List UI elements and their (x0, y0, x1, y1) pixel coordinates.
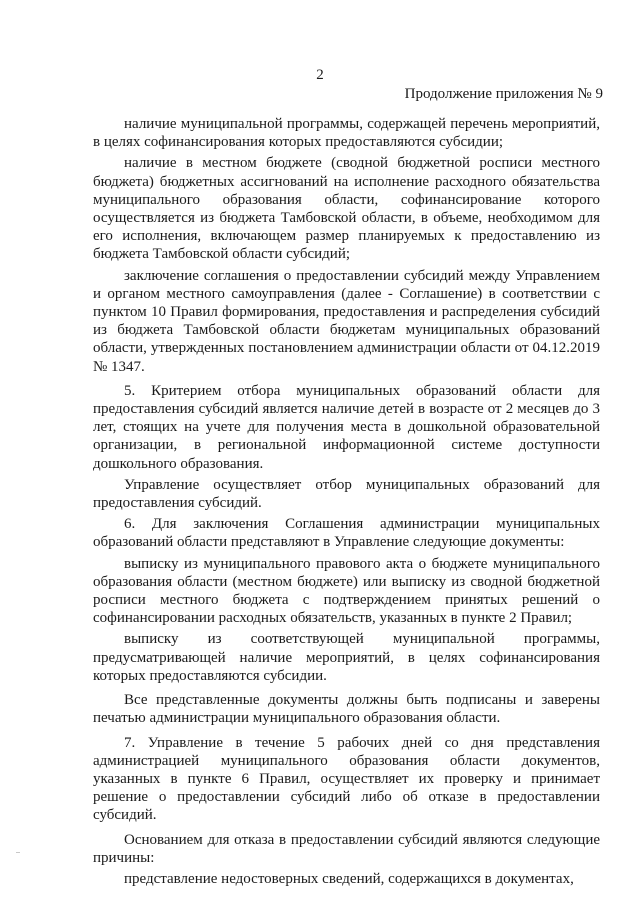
paragraph-selection: Управление осуществляет отбор муниципальных образований для предоставления субсидий. (93, 476, 600, 512)
paragraph-item-6-documents: 6. Для заключения Соглашения администрации муниципальных образований области представляют в Управление следующие документы: (93, 516, 600, 551)
paragraph-program-extract: выписку из соответствующей муниципальной программы, предусматривающей наличие мероприятий, в целях софинансирования которых предоставляются субсидии. (93, 631, 600, 684)
scan-margin-mark (16, 852, 20, 853)
paragraph-agreement-condition: заключение соглашения о предоставлении субсидий между Управлением и органом местного самоуправления (далее - Соглашение) в соответствии с пунктом 10 Правил формирования, предоставления и распределения субсидий из бюджета Тамбовской области бюджетам муниципальных образований области, утвержденных постановлением администрации области от 04.12.2019 № 1347. (93, 267, 600, 375)
paragraph-signature-requirement: Все представленные документы должны быть подписаны и заверены печатью администрации муниципального образования области. (93, 692, 600, 727)
paragraph-budget-condition: наличие в местном бюджете (сводной бюджетной росписи местного бюджета) бюджетных ассигнований на исполнение расходного обязательства муниципального образования области, софинансирование которого осуществляется из бюджета Тамбовской области, в объеме, необходимом для его исполнения, включающем размер планируемых к предоставлению из бюджета Тамбовской области субсидий; (93, 155, 600, 263)
document-body (93, 115, 600, 891)
paragraph-budget-extract: выписку из муниципального правового акта о бюджете муниципального образования области (местном бюджете) или выписку из сводной бюджетной росписи местного бюджета с подтверждением принятых решений о софинансировании расходных обязательств, указанных в пункте 2 Правил; (93, 555, 600, 627)
appendix-label: Продолжение приложения № 9 (404, 86, 603, 102)
paragraph-refusal-grounds: Основанием для отказа в предоставлении субсидий являются следующие причины: (93, 831, 600, 866)
paragraph-false-information: представление недостоверных сведений, содержащихся в документах, (124, 870, 574, 887)
paragraph-program-condition: наличие муниципальной программы, содержащей перечень мероприятий, в целях софинансирования которых предоставляются субсидии; (93, 116, 600, 151)
paragraph-item-5-criterion: 5. Критерием отбора муниципальных образований области для предоставления субсидий является наличие детей в возрасте от 2 месяцев до 3 лет, стоящих на учете для получения места в дошкольной образовательной организации, в региональной информационной системе доступности дошкольного образования. (93, 382, 600, 472)
paragraph-item-7-review: 7. Управление в течение 5 рабочих дней со дня представления администрацией муниципального образования области документов, указанных в пункте 6 Правил, осуществляет их проверку и принимает решение о предоставлении субсидий либо об отказе в предоставлении субсидий. (93, 734, 600, 824)
page-number: 2 (316, 67, 324, 83)
